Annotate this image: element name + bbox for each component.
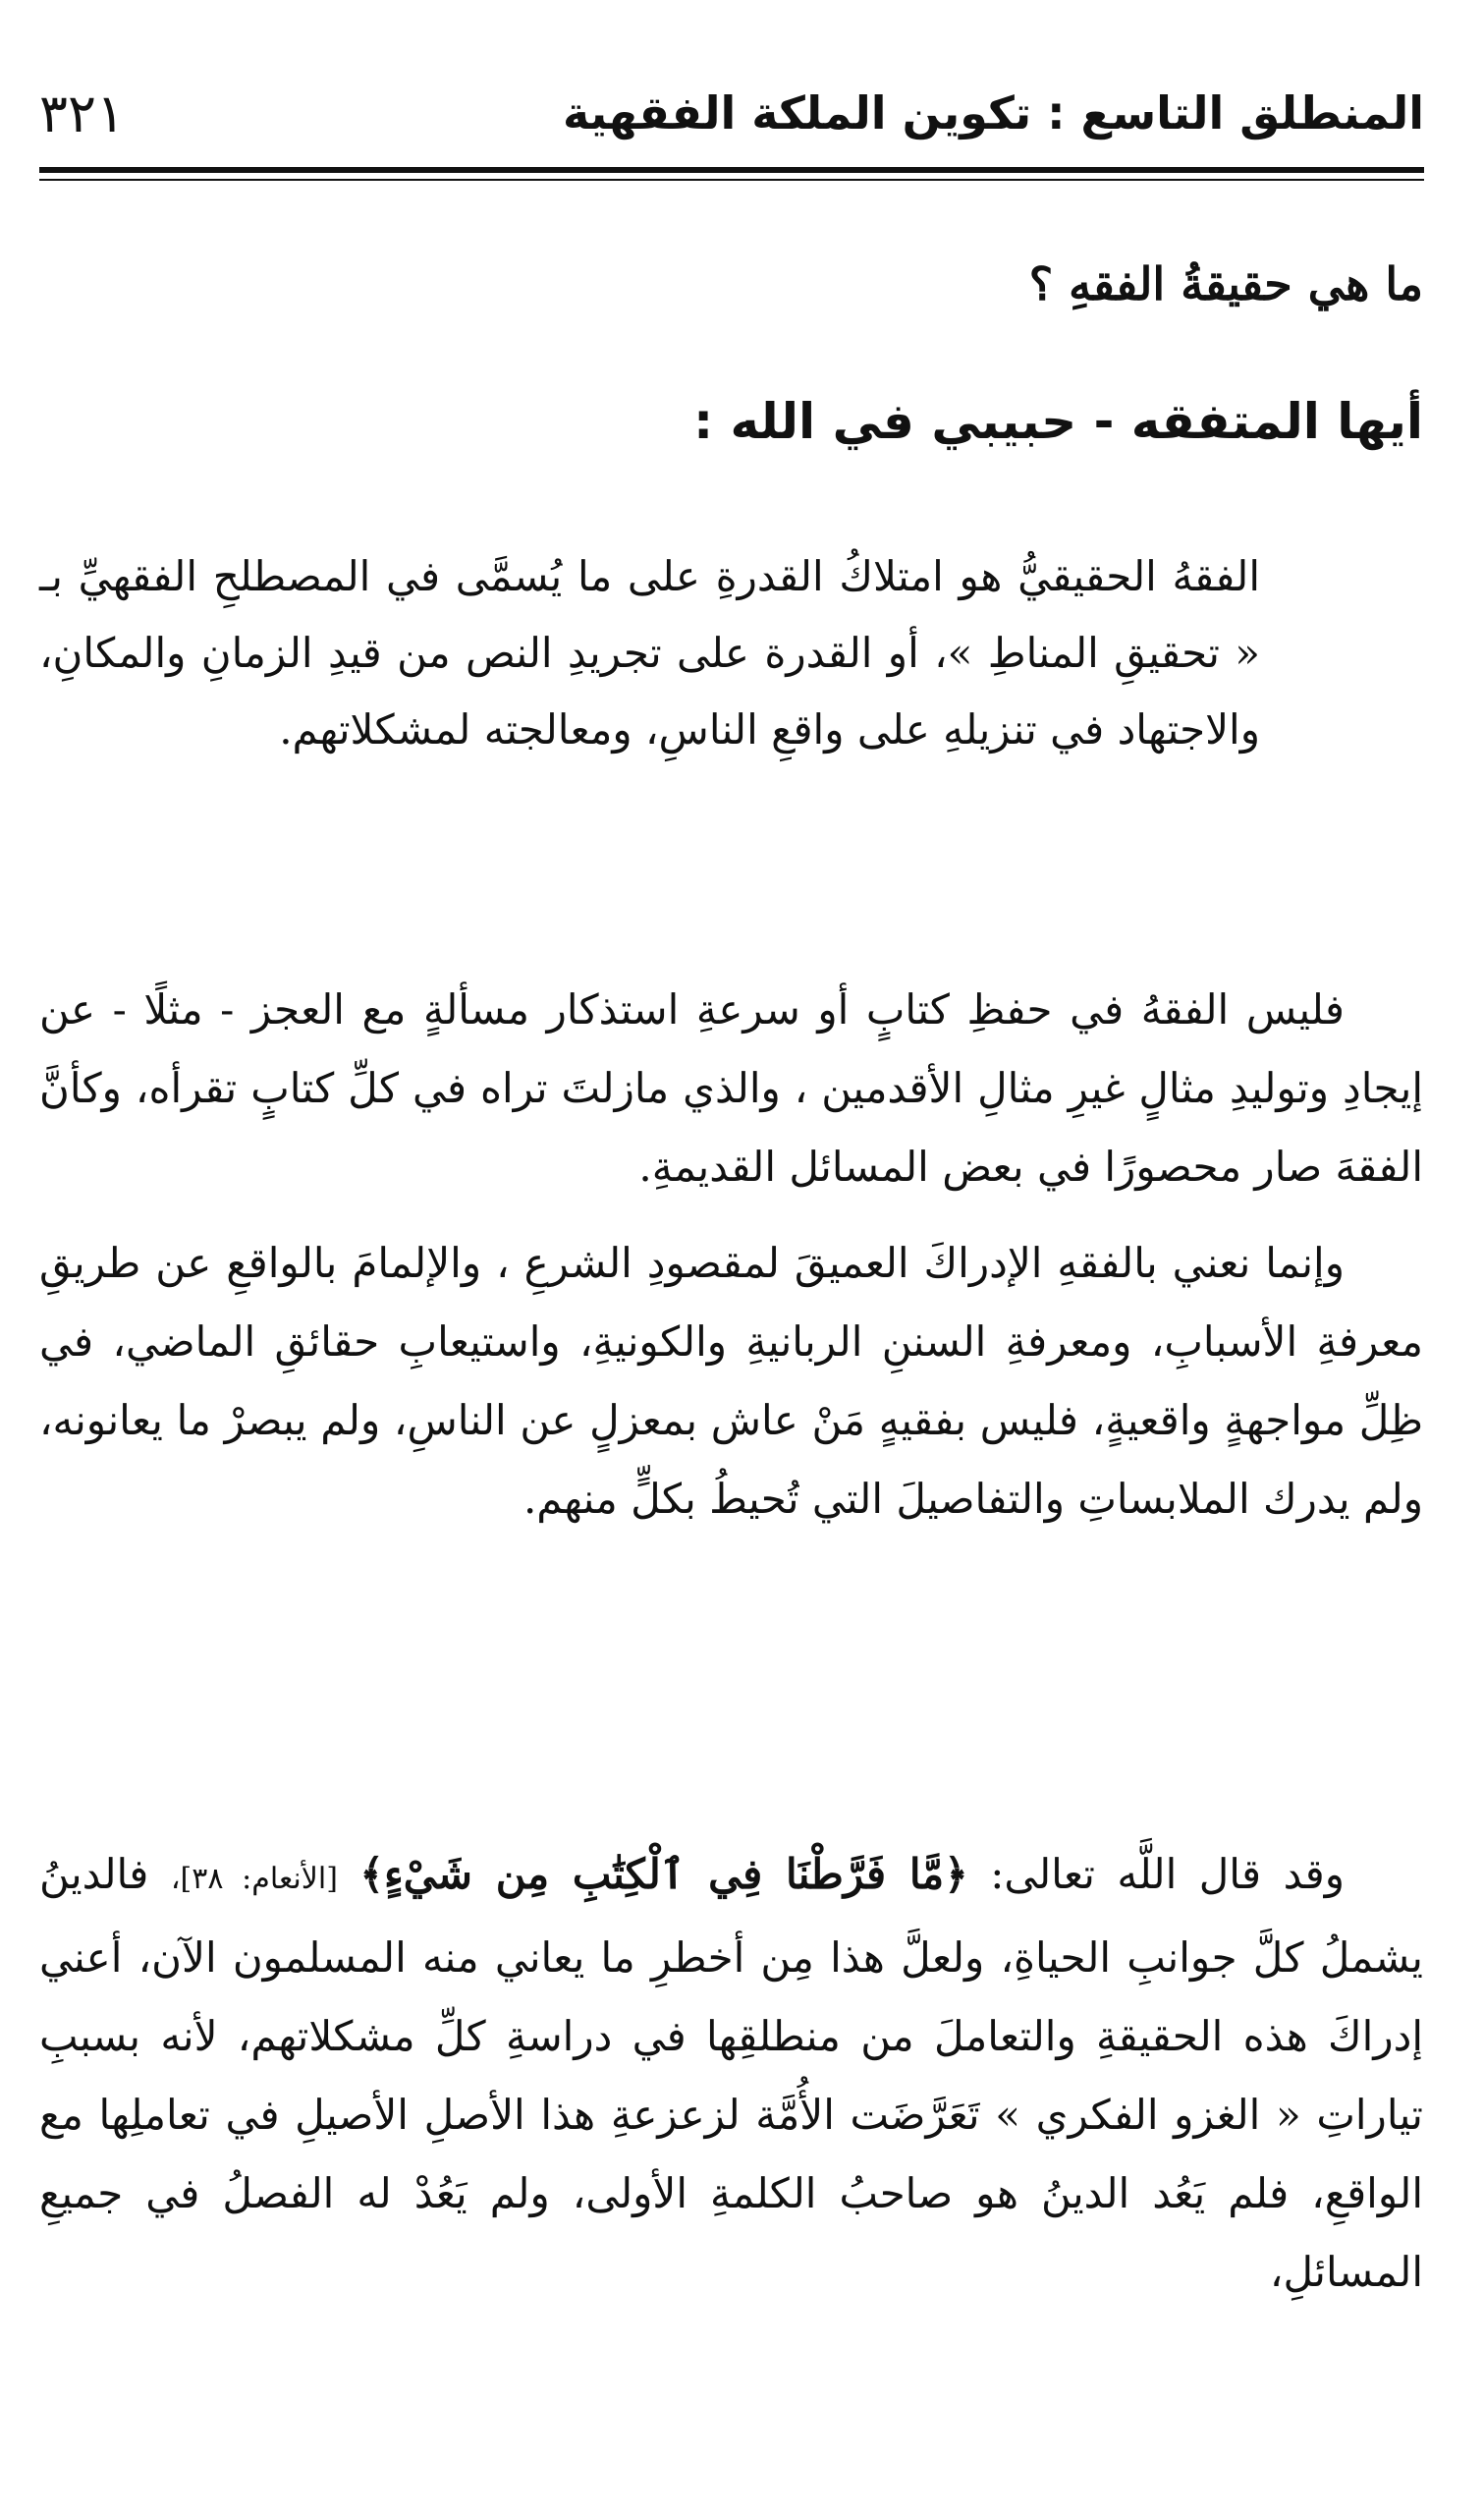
paragraph-continuation: فالدينُ يشملُ كلَّ جوانبِ الحياةِ، ولعلَّ هذا مِن أخطرِ ما يعاني منه المسلمون الآن، أعني إدراكَ هذه الحقيقةِ والتعاملَ من منطلقِها في دراسةِ كلِّ مشكلاتهم، لأنه بسببِ تياراتِ « الغزو الفكري » تَعَرَّضَت الأُمَّة لزعزعةِ هذا الأصلِ الأصيلِ في تعاملِها مع الواقعِ، فلم يَعُد الدينُ هو صاحبُ الكلمةِ الأولى، ولم يَعُدْ له الفصلُ في جميعِ المسائلِ، <box>39 1850 1423 2296</box>
running-header <box>39 83 1424 165</box>
address-heading: أيها المتفقه - حبيبي في الله : <box>693 393 1423 450</box>
quran-verse: ﴿مَّا فَرَّطْنَا فِي ٱلْكِتَٰبِ مِن شَيْءٍ﴾ <box>359 1850 968 1898</box>
paragraph-memorization: فليس الفقهُ في حفظِ كتابٍ أو سرعةِ استذكار مسألةٍ مع العجز - مثلًا - عن إيجادِ وتوليدِ مثالٍ غيرِ مثالِ الأقدمين ، والذي مازلتَ تراه في كلِّ كتابٍ تقرأه، وكأنَّ الفقهَ صار محصورًا في بعض المسائل القديمةِ. <box>39 985 1423 1191</box>
paragraph-quran-verse <box>39 1835 1423 2312</box>
header-rule-thick <box>39 167 1424 173</box>
definition-paragraph: الفقهُ الحقيقيُّ هو امتلاكُ القدرةِ على ما يُسمَّى في المصطلحِ الفقهيِّ بـ « تحقيقِ المناطِ »، أو القدرة على تجريدِ النص من قيدِ الزمانِ والمكانِ، والاجتهاد في تنزيلهِ على واقعِ الناسِ، ومعالجته لمشكلاتهم. <box>39 552 1260 754</box>
verse-reference: [الأنعام: ٣٨]، <box>170 1862 338 1896</box>
verse-intro: وقد قال اللَّه تعالى: <box>990 1850 1345 1898</box>
header-rule-thin <box>39 179 1424 181</box>
section-question-heading: ما هي حقيقةُ الفقهِ ؟ <box>1028 257 1423 310</box>
running-header-title: المنطلق التاسع : تكوين الملكة الفقهية <box>562 86 1424 140</box>
paragraph-meaning-of-fiqh: وإنما نعني بالفقهِ الإدراكَ العميقَ لمقصودِ الشرعِ ، والإلمامَ بالواقعِ عن طريقِ معرفةِ الأسبابِ، ومعرفةِ السننِ الربانيةِ والكونيةِ، واستيعابِ حقائقِ الماضي، في ظِلِّ مواجهةٍ واقعيةٍ، فليس بفقيهٍ مَنْ عاش بمعزلٍ عن الناسِ، ولم يبصرْ ما يعانونه، ولم يدرك الملابساتِ والتفاصيلَ التي تُحيطُ بكلٍّ منهم. <box>39 1239 1423 1523</box>
page-number: ٣٢١ <box>39 83 126 144</box>
